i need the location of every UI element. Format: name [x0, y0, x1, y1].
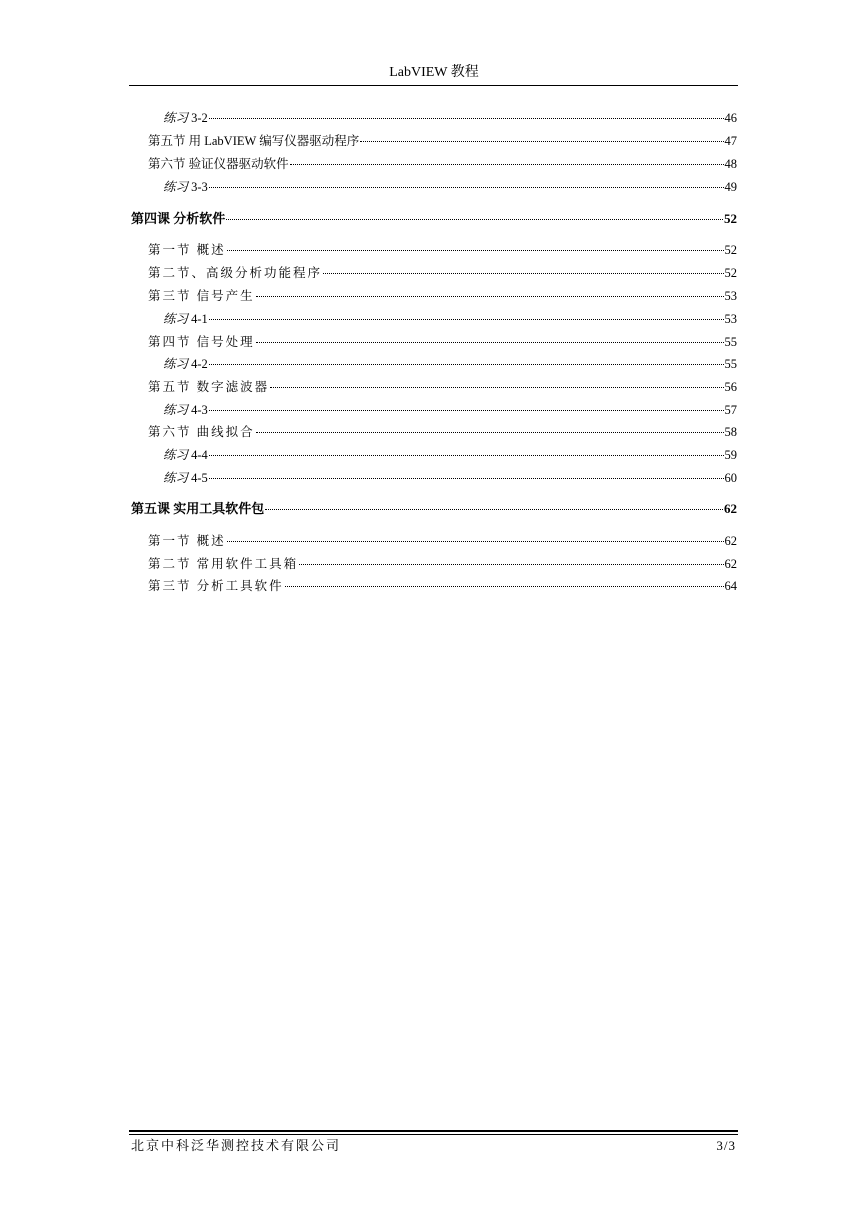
toc-entry-page-number: 47	[724, 134, 737, 148]
toc-entry-page-number: 55	[724, 357, 737, 371]
toc-entry-title: 练习 4-1	[163, 312, 208, 326]
toc-dot-leader	[299, 564, 723, 565]
toc-dot-leader	[256, 432, 724, 433]
toc-dot-leader	[290, 164, 724, 165]
toc-entry-page-number: 62	[724, 557, 737, 571]
toc-entry-page-number: 62	[724, 534, 737, 548]
toc-dot-leader	[209, 410, 724, 411]
toc-entry-page-number: 49	[724, 180, 737, 194]
footer-rule-thin	[129, 1134, 738, 1135]
toc-entry-title: 练习 4-5	[163, 471, 208, 485]
toc-entry-page-number: 56	[724, 380, 737, 394]
toc-entry-page-number: 52	[724, 266, 737, 280]
toc-entry-page-number: 62	[724, 501, 737, 516]
toc-dot-leader	[226, 219, 723, 220]
toc-entry-title: 练习 3-3	[163, 180, 208, 194]
toc-entry-title: 第六节 曲线拟合	[148, 425, 255, 439]
toc-section-entry[interactable]	[148, 265, 737, 281]
toc-entry-title: 第二节 常用软件工具箱	[148, 557, 299, 571]
toc-exercise-entry[interactable]	[163, 356, 737, 372]
toc-lesson-entry[interactable]	[131, 211, 737, 227]
toc-dot-leader	[227, 250, 724, 251]
toc-entry-title: 第三节 分析工具软件	[148, 579, 284, 593]
page-header-title: LabVIEW 教程	[389, 65, 479, 80]
toc-section-entry[interactable]	[148, 133, 737, 149]
toc-entry-page-number: 46	[724, 111, 737, 125]
toc-entry-page-number: 55	[724, 335, 737, 349]
toc-dot-leader	[209, 455, 724, 456]
toc-entry-page-number: 59	[724, 448, 737, 462]
toc-entry-title: 练习 4-4	[163, 448, 208, 462]
toc-dot-leader	[285, 586, 724, 587]
toc-entry-page-number: 48	[724, 157, 737, 171]
toc-dot-leader	[323, 273, 723, 274]
toc-entry-title: 第三节 信号产生	[148, 289, 255, 303]
toc-entry-title: 第六节 验证仪器驱动软件	[148, 157, 289, 171]
toc-exercise-entry[interactable]	[163, 179, 737, 195]
toc-exercise-entry[interactable]	[163, 447, 737, 463]
toc-exercise-entry[interactable]	[163, 110, 737, 126]
toc-entry-page-number: 52	[724, 243, 737, 257]
toc-entry-title: 第四节 信号处理	[148, 335, 255, 349]
toc-entry-page-number: 52	[724, 211, 737, 226]
toc-entry-title: 第四课 分析软件	[131, 211, 226, 226]
toc-dot-leader	[360, 141, 723, 142]
toc-dot-leader	[209, 478, 724, 479]
toc-dot-leader	[209, 118, 724, 119]
header-rule	[129, 85, 738, 86]
toc-exercise-entry[interactable]	[163, 402, 737, 418]
toc-dot-leader	[270, 387, 723, 388]
footer-company-name: 北京中科泛华测控技术有限公司	[131, 1138, 342, 1153]
toc-entry-page-number: 60	[724, 471, 737, 485]
toc-entry-page-number: 58	[724, 425, 737, 439]
toc-dot-leader	[227, 541, 724, 542]
footer-page-number: 3/3	[716, 1138, 736, 1153]
toc-entry-title: 第五节 用 LabVIEW 编写仪器驱动程序	[148, 134, 360, 148]
toc-lesson-entry[interactable]	[131, 501, 737, 517]
toc-dot-leader	[265, 509, 723, 510]
toc-entry-title: 第二节、高级分析功能程序	[148, 266, 323, 280]
toc-section-entry[interactable]	[148, 556, 737, 572]
toc-dot-leader	[209, 319, 724, 320]
toc-dot-leader	[209, 364, 724, 365]
toc-section-entry[interactable]	[148, 424, 737, 440]
toc-entry-title: 练习 4-2	[163, 357, 208, 371]
toc-entry-title: 练习 3-2	[163, 111, 208, 125]
toc-dot-leader	[256, 342, 724, 343]
toc-entry-page-number: 53	[724, 289, 737, 303]
toc-section-entry[interactable]	[148, 578, 737, 594]
footer-rule-thick	[129, 1130, 738, 1132]
toc-section-entry[interactable]	[148, 156, 737, 172]
toc-section-entry[interactable]	[148, 242, 737, 258]
toc-exercise-entry[interactable]	[163, 311, 737, 327]
toc-entry-page-number: 64	[724, 579, 737, 593]
toc-entry-title: 第一节 概述	[148, 243, 226, 257]
toc-entry-title: 第五节 数字滤波器	[148, 380, 270, 394]
toc-entry-title: 第五课 实用工具软件包	[131, 501, 265, 516]
toc-entry-title: 练习 4-3	[163, 403, 208, 417]
toc-section-entry[interactable]	[148, 379, 737, 395]
toc-dot-leader	[256, 296, 724, 297]
toc-section-entry[interactable]	[148, 288, 737, 304]
toc-dot-leader	[209, 187, 724, 188]
toc-entry-title: 第一节 概述	[148, 534, 226, 548]
toc-exercise-entry[interactable]	[163, 470, 737, 486]
toc-entry-page-number: 53	[724, 312, 737, 326]
toc-section-entry[interactable]	[148, 334, 737, 350]
toc-entry-page-number: 57	[724, 403, 737, 417]
toc-section-entry[interactable]	[148, 533, 737, 549]
